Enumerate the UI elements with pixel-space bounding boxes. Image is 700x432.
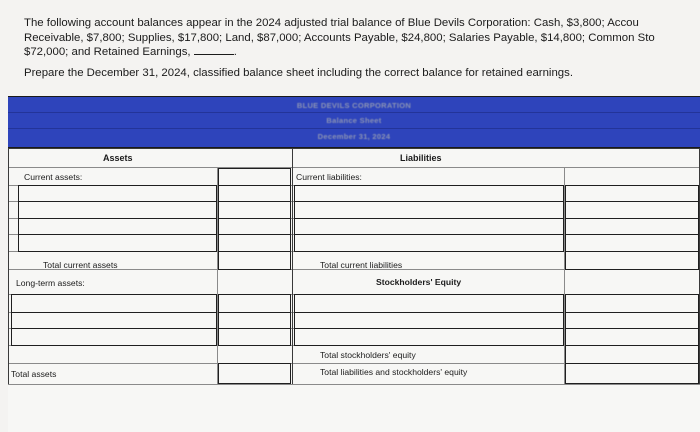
grid-line xyxy=(292,148,293,384)
grid-line xyxy=(8,384,700,385)
liability-amount-input[interactable] xyxy=(565,234,699,252)
question-line-3-end: . xyxy=(233,46,237,58)
asset-amount-input[interactable] xyxy=(218,312,291,329)
asset-account-input[interactable] xyxy=(18,234,217,252)
asset-amount-input[interactable] xyxy=(218,328,291,346)
asset-amount-input[interactable] xyxy=(218,185,291,202)
equity-account-input[interactable] xyxy=(294,328,564,346)
total-stockholders-equity-label: Total stockholders' equity xyxy=(320,350,416,360)
liability-account-input[interactable] xyxy=(294,234,564,252)
assets-heading: Assets xyxy=(103,153,133,163)
asset-amount-input[interactable] xyxy=(218,201,291,219)
equity-account-input[interactable] xyxy=(294,312,564,329)
total-liabilities-equity-input[interactable] xyxy=(565,363,699,384)
asset-amount-input[interactable] xyxy=(218,234,291,252)
asset-account-input[interactable] xyxy=(11,294,217,313)
asset-amount-input[interactable] xyxy=(218,218,291,235)
asset-account-input[interactable] xyxy=(11,312,217,329)
total-stockholders-equity-input[interactable] xyxy=(565,345,699,364)
asset-account-input[interactable] xyxy=(11,328,217,346)
retained-earnings-blank xyxy=(194,45,234,55)
stockholders-equity-heading: Stockholders' Equity xyxy=(376,277,462,287)
equity-amount-input[interactable] xyxy=(565,294,699,313)
equity-account-input[interactable] xyxy=(294,294,564,313)
asset-amount-input[interactable] xyxy=(218,168,291,186)
liability-amount-input[interactable] xyxy=(565,201,699,219)
question-line-2: Receivable, $7,800; Supplies, $17,800; Land, $87,000; Accounts Payable, $24,800; Salaries Payable, $14,800; Common Sto xyxy=(24,31,655,44)
company-name: BLUE DEVILS CORPORATION xyxy=(296,101,412,110)
liability-account-input[interactable] xyxy=(294,218,564,235)
grid-line xyxy=(8,148,700,149)
total-current-assets-input[interactable] xyxy=(218,251,291,270)
current-assets-label: Current assets: xyxy=(24,172,83,182)
equity-amount-input[interactable] xyxy=(565,328,699,346)
balance-sheet-header xyxy=(8,96,700,148)
liability-account-input[interactable] xyxy=(294,185,564,202)
grid-line xyxy=(8,148,9,384)
balance-sheet xyxy=(8,96,700,432)
question-line-1: The following account balances appear in the 2024 adjusted trial balance of Blue Devils Corporation: Cash, $3,800; Accou xyxy=(24,17,639,29)
total-assets-label: Total assets xyxy=(11,369,57,379)
question-line-3-text: $72,000; and Retained Earnings, xyxy=(24,46,191,58)
instruction-text: Prepare the December 31, 2024, classified balance sheet including the correct balance for retained earnings. xyxy=(24,67,573,79)
total-current-liabilities-input[interactable] xyxy=(565,251,699,270)
asset-account-input[interactable] xyxy=(18,185,217,202)
asset-amount-input[interactable] xyxy=(218,294,291,313)
statement-date: December 31, 2024 xyxy=(317,132,391,141)
grid-line xyxy=(8,167,700,168)
current-liabilities-label: Current liabilities: xyxy=(296,172,362,182)
question-text xyxy=(24,16,700,60)
header-divider xyxy=(8,112,700,113)
total-assets-input[interactable] xyxy=(218,363,291,384)
total-current-liabilities-label: Total current liabilities xyxy=(320,260,403,270)
long-term-assets-label: Long-term assets: xyxy=(16,278,85,288)
question-line-3 xyxy=(24,45,700,60)
total-liabilities-equity-label: Total liabilities and stockholders' equity xyxy=(320,367,468,377)
liability-amount-input[interactable] xyxy=(565,218,699,235)
asset-account-input[interactable] xyxy=(18,201,217,219)
liabilities-heading: Liabilities xyxy=(400,153,442,163)
liability-amount-input[interactable] xyxy=(565,185,699,202)
header-divider xyxy=(8,128,700,129)
liability-account-input[interactable] xyxy=(294,201,564,219)
statement-title: Balance Sheet xyxy=(326,116,382,125)
asset-account-input[interactable] xyxy=(18,218,217,235)
total-current-assets-label: Total current assets xyxy=(43,260,118,270)
equity-amount-input[interactable] xyxy=(565,312,699,329)
